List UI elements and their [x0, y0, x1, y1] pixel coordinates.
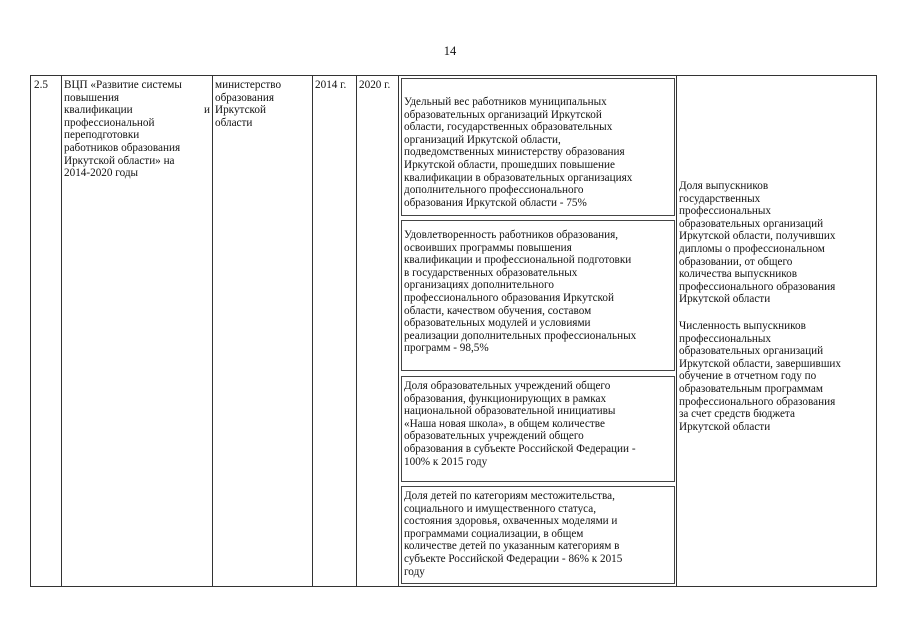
program-name-line: ВЦП «Развитие системы: [64, 79, 182, 91]
indicator-line: области, государственных образовательных: [404, 121, 613, 134]
indicator-line: организаций Иркутской области,: [404, 133, 561, 146]
result-line: количества выпускников: [679, 268, 798, 281]
result-line: Иркутской области: [679, 420, 771, 433]
result-line: Иркутской области, получивших: [679, 230, 836, 243]
indicator-line: дополнительного профессионального: [404, 184, 584, 197]
result-line: Иркутской области: [679, 293, 771, 306]
column-divider: [312, 75, 313, 587]
column-divider: [876, 75, 877, 587]
executor-line: образования: [215, 91, 275, 104]
result-line: образовательных организаций: [679, 345, 824, 358]
indicator-line: Доля детей по категориям местожительства,: [404, 490, 615, 502]
program-name-line: [64, 104, 210, 117]
indicator-text: [404, 96, 674, 209]
indicator-line: образования, функционирующих в рамках: [404, 392, 607, 405]
result-line: образовании, от общего: [679, 255, 793, 268]
program-name-line: повышения: [64, 91, 120, 104]
indicator-text: [404, 229, 676, 355]
executor-line: Иркутской: [215, 104, 266, 117]
program-name-line: профессиональной: [64, 116, 155, 129]
indicator-line: образования в субъекте Российской Федерации -: [404, 442, 636, 455]
indicator-line: социального и имущественного статуса,: [404, 502, 597, 515]
result-line: профессиональных: [679, 332, 772, 345]
column-divider: [398, 75, 399, 587]
program-name: [64, 79, 210, 180]
result-line: образовательных организаций: [679, 217, 824, 230]
indicator-line: образовательных организаций Иркутской: [404, 108, 602, 121]
indicator-line: программ - 98,5%: [404, 342, 489, 355]
indicator-line: реализации дополнительных профессиональных: [404, 329, 637, 342]
program-name-line: работников образования: [64, 141, 181, 154]
result-line: за счет средств бюджета: [679, 408, 795, 421]
indicator-line: национальной образовательной инициативы: [404, 405, 616, 418]
results-text: [679, 180, 875, 433]
indicator-line: организациях дополнительного: [404, 279, 554, 292]
result-line: Доля выпускников: [679, 180, 769, 192]
program-name-word: и: [204, 104, 210, 117]
indicator-line: году: [404, 565, 425, 578]
indicator-line: квалификации в образовательных организациях: [404, 171, 633, 184]
indicator-line: программами социализации, в общем: [404, 527, 584, 540]
program-name-line: 2014-2020 годы: [64, 167, 139, 180]
result-line: Иркутской области, завершивших: [679, 357, 842, 370]
column-divider: [676, 75, 677, 587]
indicator-line: подведомственных министерству образования: [404, 146, 625, 159]
result-line: Численность выпускников: [679, 319, 806, 332]
indicator-line: области, качеством обучения, составом: [404, 304, 592, 317]
result-line: государственных: [679, 192, 761, 205]
row-number: 2.5: [34, 79, 48, 91]
indicator-line: образовательных учреждений общего: [404, 430, 584, 443]
indicator-line: профессионального образования Иркутской: [404, 291, 614, 304]
indicator-line: образовательных модулей и условиями: [404, 317, 591, 330]
table-bottom-border: [30, 586, 876, 587]
column-divider: [356, 75, 357, 587]
executor-line: области: [215, 116, 253, 129]
indicator-line: Доля образовательных учреждений общего: [404, 380, 611, 392]
indicator-line: освоивших программы повышения: [404, 241, 572, 254]
start-year: 2014 г.: [315, 79, 347, 91]
indicator-line: образования Иркутской области - 75%: [404, 196, 587, 209]
result-line: профессионального образования: [679, 280, 836, 293]
result-line: дипломы о профессиональном: [679, 242, 825, 255]
table-top-border: [30, 75, 876, 76]
indicator-text: [404, 490, 674, 578]
indicator-line: Иркутской области, прошедших повышение: [404, 158, 615, 171]
program-name-word: квалификации: [64, 104, 133, 117]
column-divider: [61, 75, 62, 587]
indicator-text: [404, 380, 676, 468]
indicator-line: субъекте Российской Федерации - 86% к 2015: [404, 552, 623, 565]
indicator-line: Удельный вес работников муниципальных: [404, 96, 607, 108]
indicator-line: в государственных образовательных: [404, 266, 578, 279]
executor: [215, 79, 311, 129]
indicator-line: количестве детей по указанным категориям в: [404, 540, 620, 553]
indicator-line: Удовлетворенность работников образования,: [404, 229, 619, 241]
column-divider: [212, 75, 213, 587]
result-line: образовательным программам: [679, 382, 823, 395]
result-line: профессиональных: [679, 205, 772, 218]
result-line: обучение в отчетном году по: [679, 370, 817, 383]
program-name-line: Иркутской области» на: [64, 154, 175, 167]
column-divider: [30, 75, 31, 587]
program-name-line: переподготовки: [64, 129, 140, 142]
page-number: 14: [443, 44, 457, 58]
indicator-line: «Наша новая школа», в общем количестве: [404, 417, 605, 430]
executor-line: министерство: [215, 79, 282, 91]
spacer: [679, 306, 875, 320]
indicator-line: квалификации и профессиональной подготовки: [404, 254, 632, 267]
indicator-line: 100% к 2015 году: [404, 455, 488, 468]
result-line: профессионального образования: [679, 395, 836, 408]
end-year: 2020 г.: [359, 79, 391, 91]
indicator-line: состояния здоровья, охваченных моделями и: [404, 515, 618, 528]
